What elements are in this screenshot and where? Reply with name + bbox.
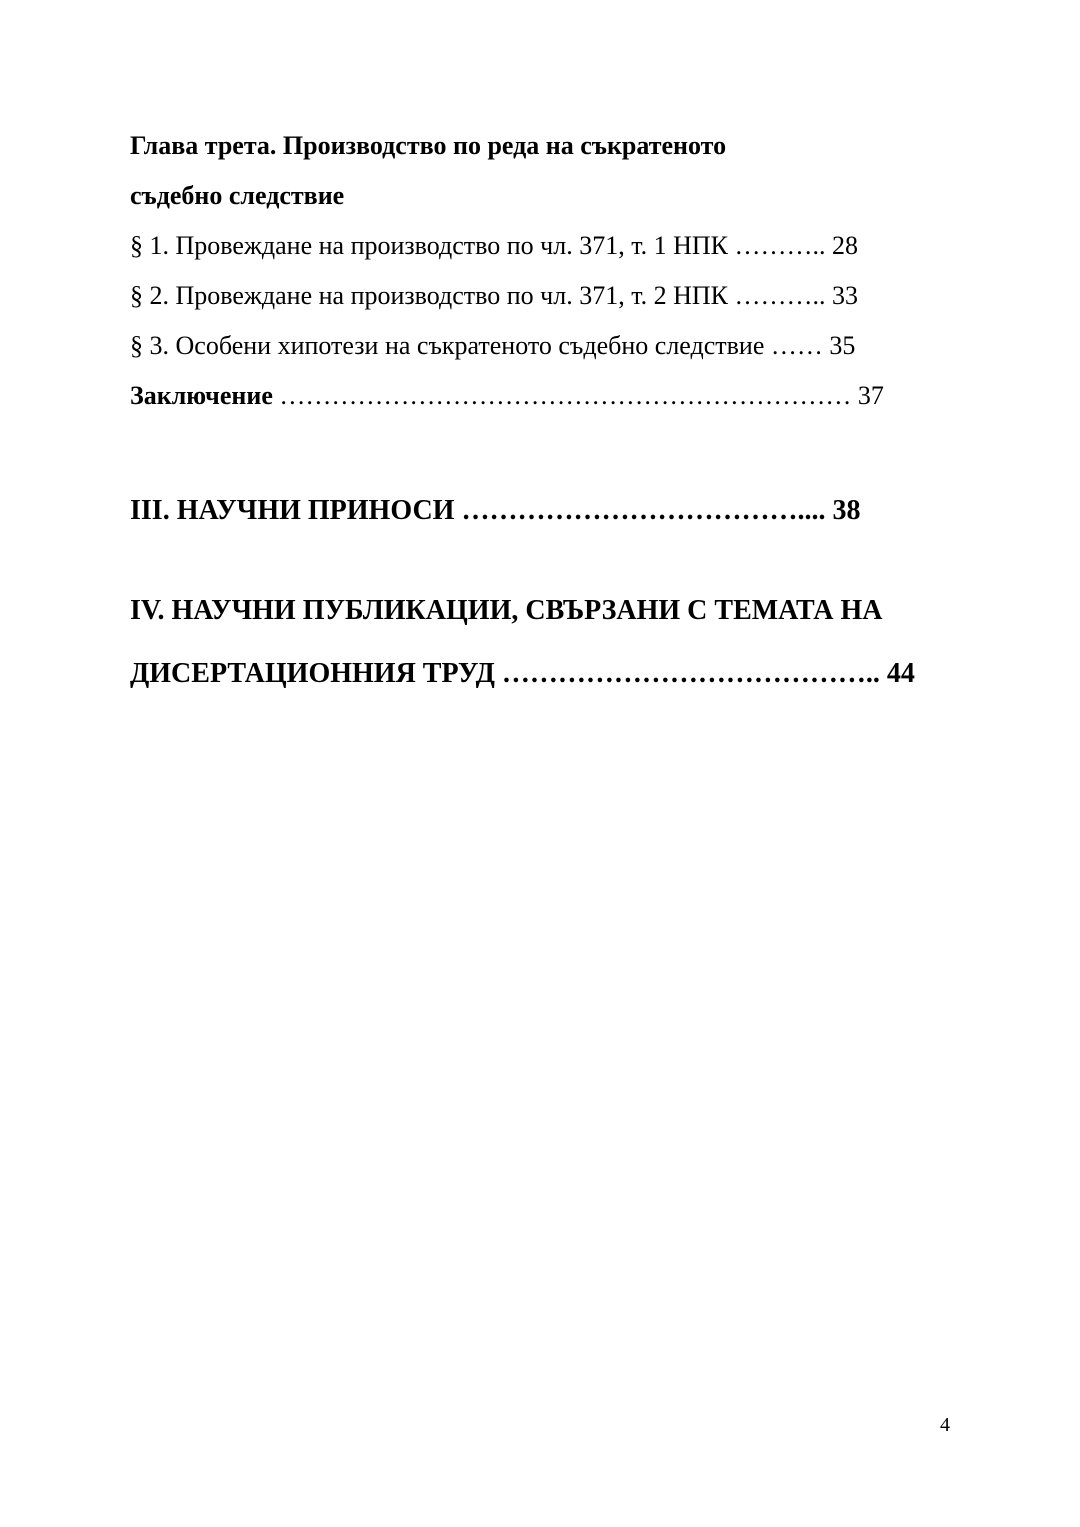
toc-entry-conclusion bbox=[130, 383, 884, 409]
toc-section-four-line-2: ДИСЕРТАЦИОННИЯ ТРУД ………………………………….. 44 bbox=[130, 658, 915, 689]
chapter-title-line-2: съдебно следствие bbox=[130, 181, 345, 210]
toc-section-four-line-1: IV. НАУЧНИ ПУБЛИКАЦИИ, СВЪРЗАНИ С ТЕМАТА НА bbox=[130, 595, 883, 626]
toc-entry-section-1: § 1. Провеждане на производство по чл. 371, т. 1 НПК ……….. 28 bbox=[130, 231, 859, 260]
toc-section-three: III. НАУЧНИ ПРИНОСИ ……………………………….... 38 bbox=[130, 495, 861, 526]
conclusion-leader: ………………………………………………………… 37 bbox=[272, 381, 884, 410]
toc-entry-section-3: § 3. Особени хипотези на съкратеното съдебно следствие …… 35 bbox=[130, 331, 856, 360]
chapter-title-line-1: Глава трета. Производство по реда на съкратеното bbox=[130, 131, 727, 160]
toc-entry-section-2: § 2. Провеждане на производство по чл. 371, т. 2 НПК ……….. 33 bbox=[130, 281, 859, 310]
conclusion-label: Заключение bbox=[130, 381, 273, 410]
page-number: 4 bbox=[940, 1414, 950, 1436]
